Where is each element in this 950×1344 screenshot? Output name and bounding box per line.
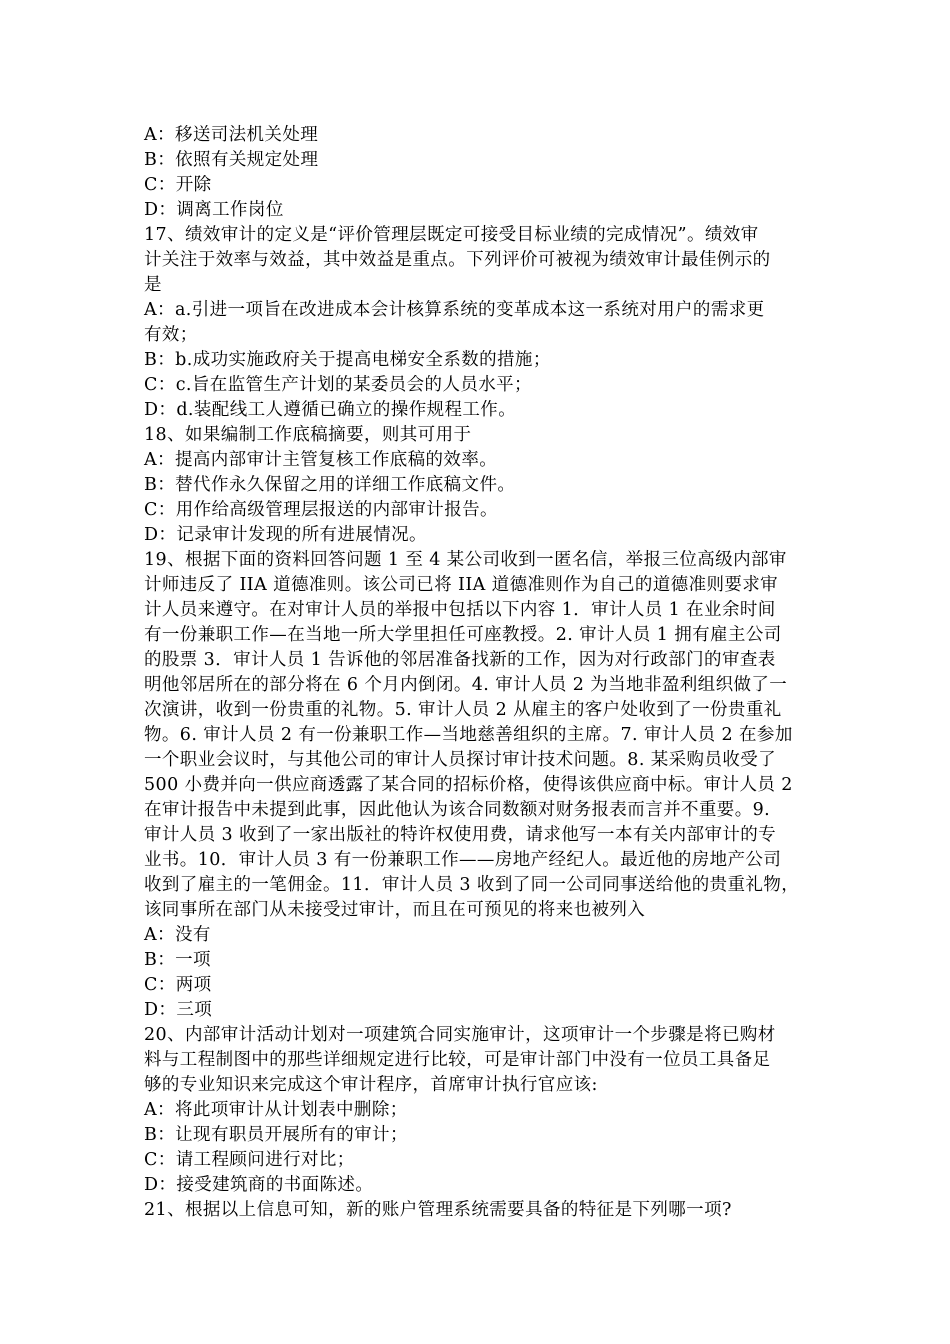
text-line: B：b.成功实施政府关于提高电梯安全系数的措施；: [144, 350, 551, 370]
text-line: B：依照有关规定处理: [144, 150, 319, 170]
question-19-line: 19、根据下面的资料回答问题 1 至 4 某公司收到一匿名信，举报三位高级内部审: [144, 550, 787, 570]
text-line: A：将此项审计从计划表中删除；: [144, 1100, 408, 1120]
text-line: 有一份兼职工作—在当地一所大学里担任可座教授。2. 审计人员 1 拥有雇主公司: [144, 625, 782, 645]
text-line: A：没有: [144, 925, 211, 945]
text-line: D：d.装配线工人遵循已确立的操作规程工作。: [144, 400, 517, 420]
text-line: 计人员来遵守。在对审计人员的举报中包括以下内容 1．审计人员 1 在业余时间: [144, 600, 776, 620]
question-18-line: 18、如果编制工作底稿摘要，则其可用于: [144, 425, 472, 445]
text-line: 料与工程制图中的那些详细规定进行比较，可是审计部门中没有一位员工具备足: [144, 1050, 771, 1070]
text-line: B：替代作永久保留之用的详细工作底稿文件。: [144, 475, 516, 495]
text-line: C：c.旨在监管生产计划的某委员会的人员水平；: [144, 375, 532, 395]
text-line: 收到了雇主的一笔佣金。11．审计人员 3 收到了同一公司同事送给他的贵重礼物，: [144, 875, 800, 895]
text-line: B：让现有职员开展所有的审计；: [144, 1125, 408, 1145]
text-line: C：用作给高级管理层报送的内部审计报告。: [144, 500, 498, 520]
question-17-line: 17、绩效审计的定义是“评价管理层既定可接受目标业绩的完成情况”。绩效审: [144, 225, 759, 245]
text-line: A：提高内部审计主管复核工作底稿的效率。: [144, 450, 498, 470]
text-line: 计师违反了 IIA 道德准则。该公司已将 IIA 道德准则作为自己的道德准则要求审: [144, 575, 779, 595]
text-line: 审计人员 3 收到了一家出版社的特许权使用费，请求他写一本有关内部审计的专: [144, 825, 777, 845]
text-line: 业书。10．审计人员 3 有一份兼职工作——房地产经纪人。最近他的房地产公司: [144, 850, 782, 870]
text-line: D：三项: [144, 1000, 213, 1020]
text-line: D：接受建筑商的书面陈述。: [144, 1175, 374, 1195]
text-line: D：调离工作岗位: [144, 200, 284, 220]
document-body: [144, 123, 814, 1223]
text-line: C：请工程顾问进行对比；: [144, 1150, 355, 1170]
text-line: 计关注于效率与效益，其中效益是重点。下列评价可被视为绩效审计最佳例示的: [144, 250, 771, 270]
text-line: 次演讲，收到一份贵重的礼物。5. 审计人员 2 从雇主的客户处收到了一份贵重礼: [144, 700, 782, 720]
text-line: 500 小费并向一供应商透露了某合同的招标价格，使得该供应商中标。审计人员 2: [144, 775, 793, 795]
text-line: 有效；: [144, 325, 198, 345]
text-line: A：a.引进一项旨在改进成本会计核算系统的变革成本这一系统对用户的需求更: [144, 300, 765, 320]
text-line: 物。6. 审计人员 2 有一份兼职工作—当地慈善组织的主席。7. 审计人员 2 在参加: [144, 725, 793, 745]
text-line: 该同事所在部门从未接受过审计，而且在可预见的将来也被列入: [144, 900, 646, 920]
text-line: A：移送司法机关处理: [144, 125, 319, 145]
question-20-line: 20、内部审计活动计划对一项建筑合同实施审计，这项审计一个步骤是将已购材: [144, 1025, 776, 1045]
text-line: C：两项: [144, 975, 212, 995]
question-21-line: 21、根据以上信息可知，新的账户管理系统需要具备的特征是下列哪一项?: [144, 1200, 732, 1220]
text-line: 一个职业会议时，与其他公司的审计人员探讨审计技术问题。8. 某采购员收受了: [144, 750, 777, 770]
text-line: 在审计报告中未提到此事，因此他认为该合同数额对财务报表而言并不重要。9.: [144, 800, 771, 820]
text-line: C：开除: [144, 175, 212, 195]
text-line: D：记录审计发现的所有进展情况。: [144, 525, 427, 545]
text-line: 明他邻居所在的部分将在 6 个月内倒闭。4. 审计人员 2 为当地非盈利组织做了一: [144, 675, 788, 695]
text-line: 是: [144, 275, 162, 295]
text-line: 的股票 3．审计人员 1 告诉他的邻居准备找新的工作，因为对行政部门的审查表: [144, 650, 776, 670]
text-line: 够的专业知识来完成这个审计程序，首席审计执行官应该:: [144, 1075, 598, 1095]
text-line: B：一项: [144, 950, 211, 970]
